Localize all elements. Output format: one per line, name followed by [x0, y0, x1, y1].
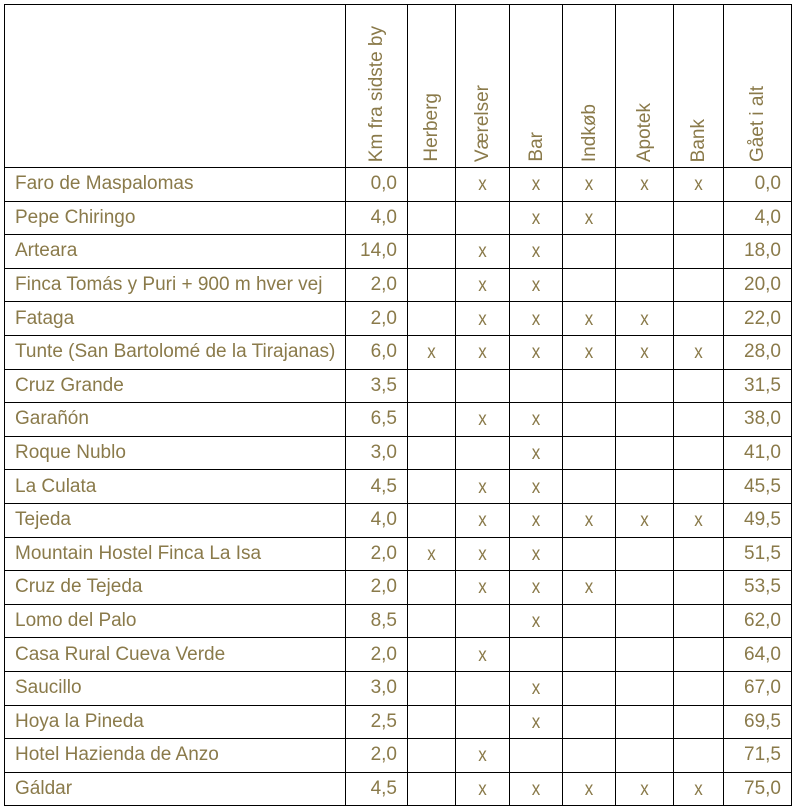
- check-mark: x: [478, 575, 487, 598]
- vaerelser-mark: [456, 335, 510, 369]
- indkob-mark: [563, 436, 616, 470]
- table-row: [5, 168, 792, 202]
- vaerelser-mark: [456, 268, 510, 302]
- check-mark: x: [478, 542, 487, 565]
- header-label: Bank: [688, 118, 709, 162]
- vaerelser-mark: [456, 604, 510, 638]
- bar-mark: [510, 268, 563, 302]
- bar-mark: [510, 604, 563, 638]
- km-value: 2,0: [346, 739, 408, 773]
- bar-mark: [510, 201, 563, 235]
- bar-mark: [510, 302, 563, 336]
- check-mark: x: [640, 307, 649, 330]
- herberg-mark: [408, 201, 456, 235]
- herberg-mark: [408, 470, 456, 504]
- km-value: 8,5: [346, 604, 408, 638]
- total-value: 67,0: [724, 671, 792, 705]
- vaerelser-mark: [456, 235, 510, 269]
- apotek-mark: [616, 772, 674, 806]
- check-mark: x: [531, 239, 541, 262]
- bank-mark: [674, 436, 724, 470]
- place-name: Tejeda: [5, 503, 346, 537]
- header-label: Herberg: [421, 93, 442, 162]
- indkob-mark: [563, 201, 616, 235]
- total-value: 20,0: [724, 268, 792, 302]
- check-mark: x: [478, 273, 487, 296]
- check-mark: x: [640, 508, 649, 531]
- check-mark: x: [531, 508, 541, 531]
- check-mark: x: [478, 777, 487, 800]
- check-mark: x: [478, 743, 487, 766]
- km-value: 2,0: [346, 638, 408, 672]
- bank-mark: [674, 671, 724, 705]
- herberg-mark: [408, 436, 456, 470]
- bank-mark: [674, 235, 724, 269]
- bar-mark: [510, 369, 563, 403]
- indkob-mark: [563, 403, 616, 437]
- check-mark: x: [584, 340, 594, 363]
- total-value: 64,0: [724, 638, 792, 672]
- place-name: Faro de Maspalomas: [5, 168, 346, 202]
- check-mark: x: [531, 676, 541, 699]
- km-value: 6,5: [346, 403, 408, 437]
- apotek-mark: [616, 302, 674, 336]
- table-row: [5, 403, 792, 437]
- km-value: 4,0: [346, 201, 408, 235]
- apotek-mark: [616, 235, 674, 269]
- indkob-mark: [563, 503, 616, 537]
- total-value: 31,5: [724, 369, 792, 403]
- apotek-mark: [616, 268, 674, 302]
- table-row: [5, 739, 792, 773]
- header-gaaet-i-alt: [724, 5, 792, 168]
- indkob-mark: [563, 302, 616, 336]
- header-herberg: [408, 5, 456, 168]
- header-bank: [674, 5, 724, 168]
- bar-mark: [510, 335, 563, 369]
- vaerelser-mark: [456, 201, 510, 235]
- herberg-mark: [408, 604, 456, 638]
- check-mark: x: [694, 340, 703, 363]
- vaerelser-mark: [456, 772, 510, 806]
- check-mark: x: [531, 172, 541, 195]
- check-mark: x: [584, 575, 594, 598]
- check-mark: x: [694, 777, 703, 800]
- check-mark: x: [640, 340, 649, 363]
- apotek-mark: [616, 369, 674, 403]
- check-mark: x: [640, 172, 649, 195]
- check-mark: x: [584, 307, 594, 330]
- place-name: Tunte (San Bartolomé de la Tirajanas): [5, 335, 346, 369]
- bar-mark: [510, 168, 563, 202]
- bank-mark: [674, 168, 724, 202]
- km-value: 4,5: [346, 470, 408, 504]
- header-km-fra-sidste-by: [346, 5, 408, 168]
- apotek-mark: [616, 739, 674, 773]
- header-label: Bar: [525, 132, 547, 162]
- vaerelser-mark: [456, 168, 510, 202]
- table-row: [5, 772, 792, 806]
- indkob-mark: [563, 369, 616, 403]
- check-mark: x: [531, 542, 541, 565]
- total-value: 4,0: [724, 201, 792, 235]
- herberg-mark: [408, 168, 456, 202]
- apotek-mark: [616, 638, 674, 672]
- table-row: [5, 604, 792, 638]
- apotek-mark: [616, 571, 674, 605]
- header-indkob: [563, 5, 616, 168]
- check-mark: x: [531, 340, 541, 363]
- km-value: 2,0: [346, 268, 408, 302]
- bank-mark: [674, 369, 724, 403]
- apotek-mark: [616, 335, 674, 369]
- place-name: Arteara: [5, 235, 346, 269]
- herberg-mark: [408, 503, 456, 537]
- indkob-mark: [563, 739, 616, 773]
- vaerelser-mark: [456, 537, 510, 571]
- herberg-mark: [408, 537, 456, 571]
- table-row: [5, 369, 792, 403]
- indkob-mark: [563, 772, 616, 806]
- km-value: 3,0: [346, 436, 408, 470]
- total-value: 71,5: [724, 739, 792, 773]
- table-row: [5, 201, 792, 235]
- place-name: Hoya la Pineda: [5, 705, 346, 739]
- table-row: [5, 302, 792, 336]
- place-name: Garañón: [5, 403, 346, 437]
- bar-mark: [510, 436, 563, 470]
- total-value: 18,0: [724, 235, 792, 269]
- table-row: [5, 436, 792, 470]
- indkob-mark: [563, 335, 616, 369]
- vaerelser-mark: [456, 302, 510, 336]
- bar-mark: [510, 671, 563, 705]
- header-label: Indkøb: [578, 103, 600, 162]
- check-mark: x: [531, 307, 541, 330]
- table-row: [5, 335, 792, 369]
- bar-mark: [510, 571, 563, 605]
- vaerelser-mark: [456, 403, 510, 437]
- table-row: [5, 268, 792, 302]
- total-value: 0,0: [724, 168, 792, 202]
- check-mark: x: [694, 508, 703, 531]
- vaerelser-mark: [456, 671, 510, 705]
- check-mark: x: [531, 407, 541, 430]
- place-name: Cruz de Tejeda: [5, 571, 346, 605]
- table-row: [5, 638, 792, 672]
- herberg-mark: [408, 772, 456, 806]
- vaerelser-mark: [456, 638, 510, 672]
- place-name: Pepe Chiringo: [5, 201, 346, 235]
- total-value: 51,5: [724, 537, 792, 571]
- place-name: Roque Nublo: [5, 436, 346, 470]
- vaerelser-mark: [456, 739, 510, 773]
- herberg-mark: [408, 369, 456, 403]
- herberg-mark: [408, 638, 456, 672]
- header-label: Km fra sidste by: [366, 25, 387, 162]
- indkob-mark: [563, 470, 616, 504]
- bank-mark: [674, 705, 724, 739]
- km-value: 4,5: [346, 772, 408, 806]
- check-mark: x: [640, 777, 649, 800]
- table-body: [5, 168, 792, 806]
- bank-mark: [674, 739, 724, 773]
- table-row: [5, 537, 792, 571]
- apotek-mark: [616, 470, 674, 504]
- check-mark: x: [531, 273, 541, 296]
- table-row: [5, 571, 792, 605]
- table-row: [5, 671, 792, 705]
- bank-mark: [674, 403, 724, 437]
- total-value: 41,0: [724, 436, 792, 470]
- check-mark: x: [478, 508, 487, 531]
- total-value: 38,0: [724, 403, 792, 437]
- place-name: Casa Rural Cueva Verde: [5, 638, 346, 672]
- indkob-mark: [563, 604, 616, 638]
- vaerelser-mark: [456, 503, 510, 537]
- place-name: Hotel Hazienda de Anzo: [5, 739, 346, 773]
- bar-mark: [510, 739, 563, 773]
- total-value: 22,0: [724, 302, 792, 336]
- indkob-mark: [563, 638, 616, 672]
- header-label: Gået i alt: [747, 85, 768, 162]
- bank-mark: [674, 638, 724, 672]
- indkob-mark: [563, 705, 616, 739]
- place-name: Saucillo: [5, 671, 346, 705]
- header-vaerelser: [456, 5, 510, 168]
- check-mark: x: [584, 508, 594, 531]
- apotek-mark: [616, 604, 674, 638]
- place-name: La Culata: [5, 470, 346, 504]
- indkob-mark: [563, 537, 616, 571]
- header-label: Apotek: [634, 102, 655, 162]
- vaerelser-mark: [456, 369, 510, 403]
- km-value: 14,0: [346, 235, 408, 269]
- apotek-mark: [616, 403, 674, 437]
- place-name: Lomo del Palo: [5, 604, 346, 638]
- bank-mark: [674, 503, 724, 537]
- km-value: 2,5: [346, 705, 408, 739]
- check-mark: x: [584, 206, 594, 229]
- herberg-mark: [408, 671, 456, 705]
- bar-mark: [510, 638, 563, 672]
- check-mark: x: [531, 710, 541, 733]
- apotek-mark: [616, 705, 674, 739]
- check-mark: x: [478, 407, 487, 430]
- bank-mark: [674, 335, 724, 369]
- check-mark: x: [584, 172, 594, 195]
- place-name: Mountain Hostel Finca La Isa: [5, 537, 346, 571]
- apotek-mark: [616, 436, 674, 470]
- km-value: 2,0: [346, 537, 408, 571]
- bar-mark: [510, 705, 563, 739]
- km-value: 0,0: [346, 168, 408, 202]
- apotek-mark: [616, 503, 674, 537]
- route-table: [4, 4, 792, 806]
- herberg-mark: [408, 335, 456, 369]
- table-row: [5, 470, 792, 504]
- km-value: 3,0: [346, 671, 408, 705]
- km-value: 2,0: [346, 571, 408, 605]
- bank-mark: [674, 201, 724, 235]
- bar-mark: [510, 403, 563, 437]
- herberg-mark: [408, 302, 456, 336]
- bank-mark: [674, 268, 724, 302]
- header-label: Værelser: [472, 84, 493, 162]
- vaerelser-mark: [456, 705, 510, 739]
- check-mark: x: [694, 172, 703, 195]
- check-mark: x: [531, 441, 541, 464]
- check-mark: x: [584, 777, 594, 800]
- place-name: Cruz Grande: [5, 369, 346, 403]
- total-value: 49,5: [724, 503, 792, 537]
- apotek-mark: [616, 671, 674, 705]
- check-mark: x: [531, 575, 541, 598]
- bar-mark: [510, 503, 563, 537]
- bank-mark: [674, 772, 724, 806]
- table-row: [5, 235, 792, 269]
- check-mark: x: [478, 643, 487, 665]
- check-mark: x: [531, 475, 541, 497]
- indkob-mark: [563, 235, 616, 269]
- check-mark: x: [427, 340, 436, 363]
- vaerelser-mark: [456, 436, 510, 470]
- bank-mark: [674, 470, 724, 504]
- apotek-mark: [616, 168, 674, 202]
- km-value: 4,0: [346, 503, 408, 537]
- place-name: Gáldar: [5, 772, 346, 806]
- total-value: 45,5: [724, 470, 792, 504]
- bar-mark: [510, 235, 563, 269]
- km-value: 3,5: [346, 369, 408, 403]
- km-value: 2,0: [346, 302, 408, 336]
- bar-mark: [510, 537, 563, 571]
- km-value: 6,0: [346, 335, 408, 369]
- check-mark: x: [427, 542, 436, 565]
- apotek-mark: [616, 537, 674, 571]
- total-value: 28,0: [724, 335, 792, 369]
- check-mark: x: [531, 777, 541, 800]
- place-name: Finca Tomás y Puri + 900 m hver vej: [5, 268, 346, 302]
- check-mark: x: [478, 340, 487, 363]
- bank-mark: [674, 302, 724, 336]
- check-mark: x: [478, 307, 487, 330]
- herberg-mark: [408, 705, 456, 739]
- apotek-mark: [616, 201, 674, 235]
- herberg-mark: [408, 268, 456, 302]
- vaerelser-mark: [456, 571, 510, 605]
- check-mark: x: [531, 206, 541, 229]
- header-row: [5, 5, 792, 168]
- herberg-mark: [408, 403, 456, 437]
- indkob-mark: [563, 168, 616, 202]
- herberg-mark: [408, 571, 456, 605]
- check-mark: x: [478, 475, 487, 497]
- total-value: 69,5: [724, 705, 792, 739]
- indkob-mark: [563, 671, 616, 705]
- bank-mark: [674, 604, 724, 638]
- herberg-mark: [408, 235, 456, 269]
- header-corner: [5, 5, 346, 168]
- bank-mark: [674, 571, 724, 605]
- bar-mark: [510, 470, 563, 504]
- indkob-mark: [563, 571, 616, 605]
- header-apotek: [616, 5, 674, 168]
- total-value: 62,0: [724, 604, 792, 638]
- indkob-mark: [563, 268, 616, 302]
- total-value: 75,0: [724, 772, 792, 806]
- vaerelser-mark: [456, 470, 510, 504]
- header-bar: [510, 5, 563, 168]
- bar-mark: [510, 772, 563, 806]
- check-mark: x: [478, 172, 487, 195]
- check-mark: x: [531, 609, 541, 632]
- total-value: 53,5: [724, 571, 792, 605]
- herberg-mark: [408, 739, 456, 773]
- check-mark: x: [478, 239, 487, 262]
- place-name: Fataga: [5, 302, 346, 336]
- bank-mark: [674, 537, 724, 571]
- table-row: [5, 503, 792, 537]
- table-row: [5, 705, 792, 739]
